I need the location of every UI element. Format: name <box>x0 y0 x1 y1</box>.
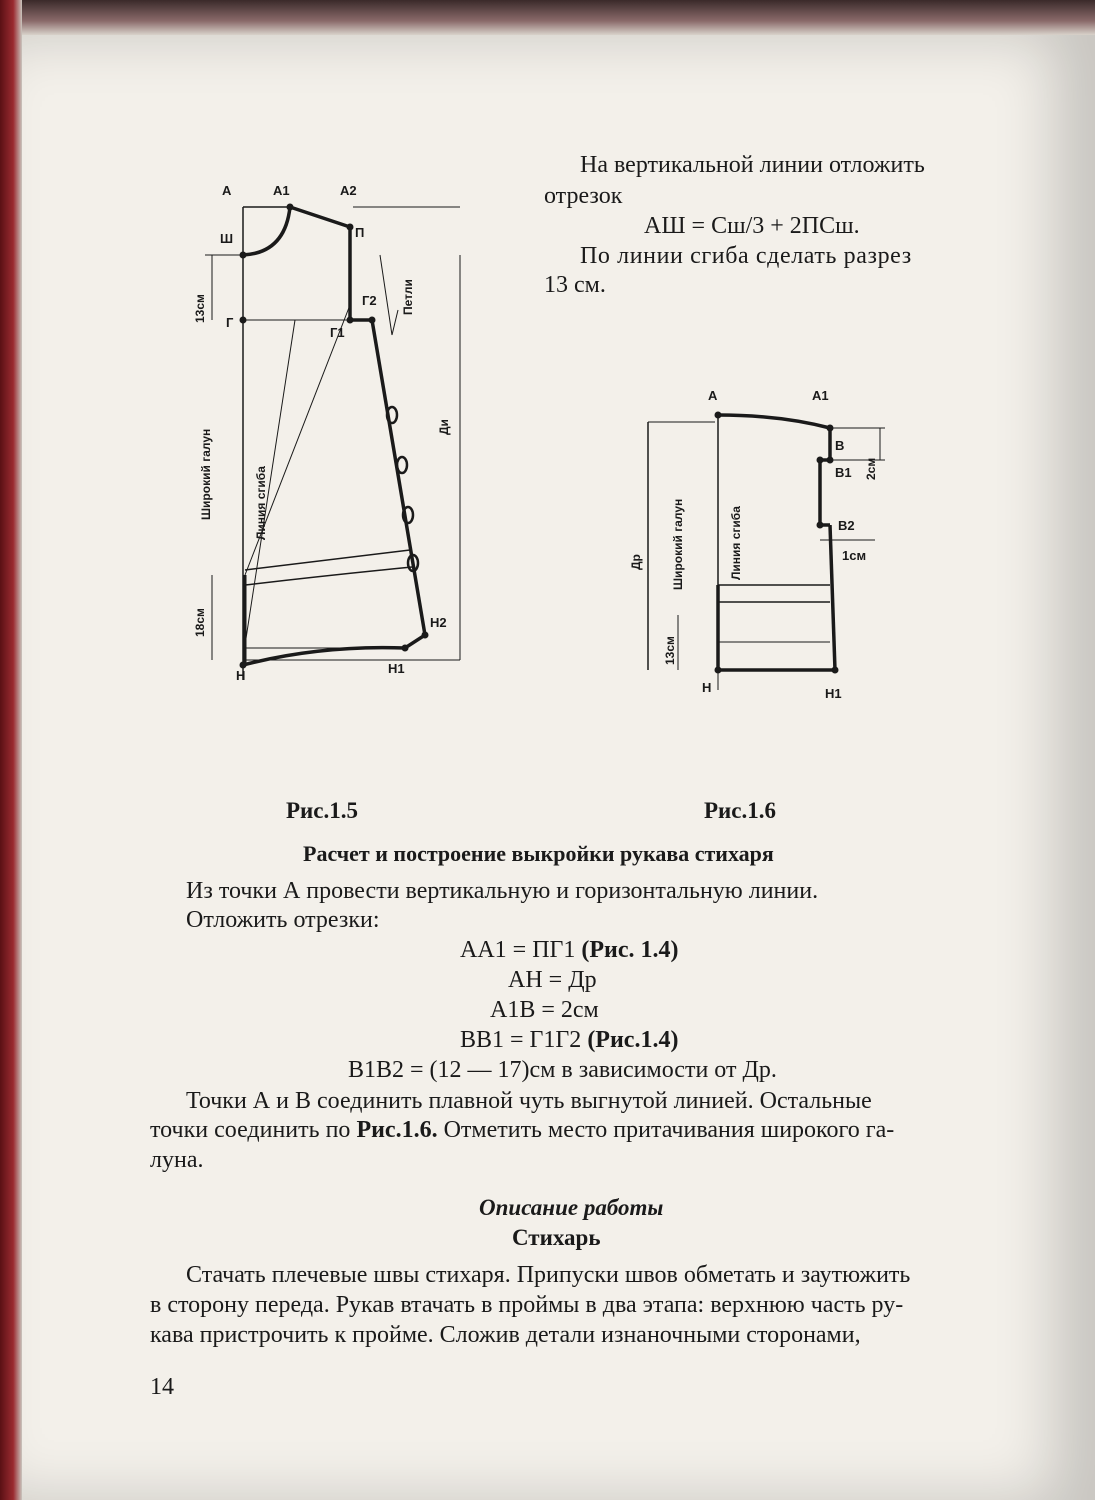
formula-3: А1В = 2см <box>490 997 599 1023</box>
section-bold-heading: Стихарь <box>512 1225 601 1250</box>
fig16-label-b1: В1 <box>835 465 852 480</box>
fig16-label-fold: Линия сгиба <box>729 506 743 580</box>
fig16-label-h: Н <box>702 680 712 695</box>
intro-line-1: На вертикальной линии отложить <box>580 152 925 178</box>
fold-line-2: 13 см. <box>544 272 606 298</box>
paragraph-3-line-2 <box>150 1115 894 1146</box>
fig15-label-g: Г <box>226 315 234 330</box>
figure-1-5 <box>170 175 480 685</box>
fig16-label-b2: В2 <box>838 518 855 533</box>
paragraph-4-line-1: Стачать плечевые швы стихаря. Припуски швов обметать и заутюжить <box>186 1262 911 1288</box>
formula-5: В1В2 = (12 — 17)см в зависимости от Др. <box>348 1057 777 1083</box>
fig16-caption: Рис.1.6 <box>704 798 777 823</box>
fig16-label-wide: Широкий галун <box>671 498 685 590</box>
fold-line-1: По линии сгиба сделать разрез <box>580 243 912 269</box>
sleeve-paragraph-2: Отложить отрезки: <box>186 907 380 933</box>
fig15-label-h2: Н2 <box>430 615 447 630</box>
paragraph-3-line-1: Точки А и В соединить плавной чуть выгнутой линией. Остальные <box>186 1088 872 1114</box>
sleeve-paragraph-1: Из точки А провести вертикальную и горизонтальную линии. <box>186 878 819 904</box>
fig15-label-dim13: 13см <box>193 294 207 323</box>
p3-text-a: точки соединить по <box>150 1117 351 1143</box>
fig15-label-p: П <box>355 225 365 240</box>
sleeve-heading: Расчет и построение выкройки рукава стихаря <box>303 841 774 866</box>
p3-ref: Рис.1.6. <box>356 1117 438 1143</box>
fig15-label-petli: Петли <box>401 279 415 315</box>
fig16-label-dr: Др <box>629 554 643 570</box>
fig15-label-sh: Ш <box>220 231 234 246</box>
fig15-label-di: Ди <box>437 419 451 435</box>
section-italic-heading: Описание работы <box>479 1195 664 1220</box>
fig15-caption: Рис.1.5 <box>286 798 359 823</box>
fig15-label-g2: Г2 <box>362 293 377 308</box>
fig15-label-wide: Широкий галун <box>199 428 213 520</box>
page-number: 14 <box>150 1374 174 1400</box>
paragraph-3-line-3: луна. <box>150 1147 204 1173</box>
figure-1-6 <box>620 380 895 700</box>
fig15-label-a2: А2 <box>340 183 357 198</box>
fig15-label-a1: А1 <box>273 183 290 198</box>
formula-4-text: ВВ1 = Г1Г2 <box>460 1027 582 1053</box>
fig15-label-dim18: 18см <box>193 608 207 637</box>
fig16-label-b: В <box>835 438 845 453</box>
formula-1-ref: (Рис. 1.4) <box>581 937 679 963</box>
formula-1 <box>460 935 679 966</box>
fig16-label-a: А <box>708 388 718 403</box>
fig16-label-h1: Н1 <box>825 686 842 700</box>
fig15-label-h1: Н1 <box>388 661 405 676</box>
p3-text-b: Отметить место притачивания широкого га- <box>443 1117 895 1143</box>
formula-4 <box>460 1025 678 1056</box>
fig16-label-dim2: 2см <box>864 457 878 480</box>
book-spine <box>0 0 22 1500</box>
fig16-label-a1: А1 <box>812 388 829 403</box>
intro-line-2: отрезок <box>544 183 623 209</box>
fig15-label-fold: Линия сгиба <box>254 466 268 540</box>
formula-ash: АШ = Сш/3 + 2ПСш. <box>644 213 860 239</box>
formula-1-text: АА1 = ПГ1 <box>460 937 576 963</box>
fig15-label-h: Н <box>236 668 246 683</box>
fig16-label-dim13: 13см <box>663 636 677 665</box>
fig15-label-a: А <box>222 183 232 198</box>
paragraph-4-line-3: кава пристрочить к пройме. Сложив детали изнаночными сторонами, <box>150 1322 861 1348</box>
formula-2: АН = Др <box>508 967 597 993</box>
formula-4-ref: (Рис.1.4) <box>587 1027 679 1053</box>
fig15-label-g1: Г1 <box>330 325 345 340</box>
paragraph-4-line-2: в сторону переда. Рукав втачать в проймы в два этапа: верхнюю часть ру- <box>150 1292 904 1318</box>
book-top-edge <box>0 0 1095 35</box>
fig16-label-dim1: 1см <box>842 548 867 563</box>
